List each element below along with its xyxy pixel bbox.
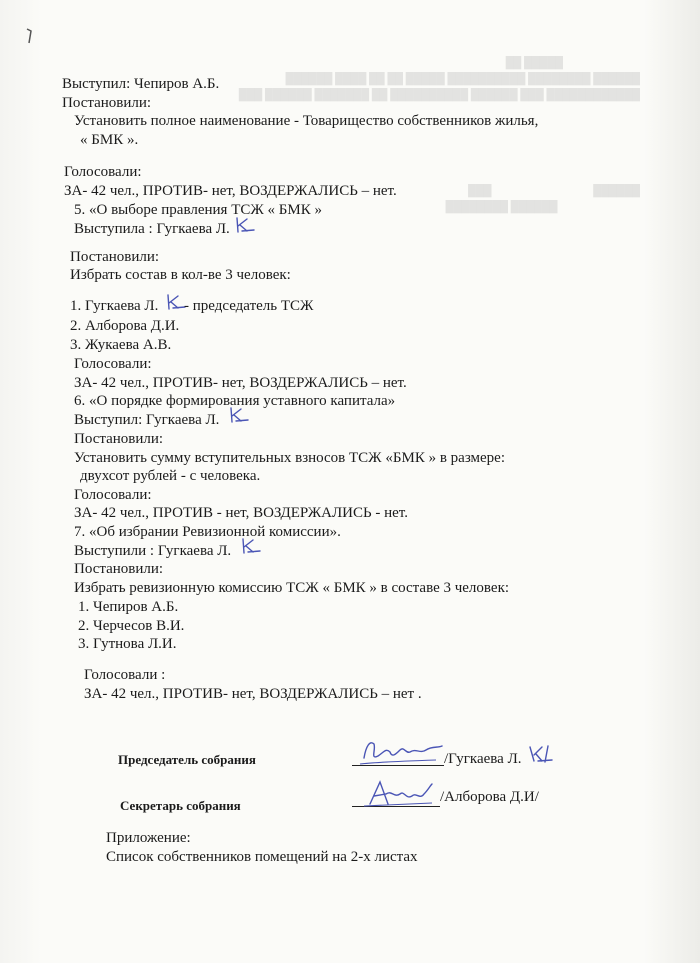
handwritten-initial-mark: [228, 405, 250, 425]
resolved-label: Постановили:: [74, 431, 164, 447]
resolution-text: Установить полное наименование - Товарищество собственников жилья,: [74, 113, 539, 129]
voted-label: Голосовали:: [74, 356, 152, 372]
board-member-2: 2. Алборова Д.И.: [70, 318, 180, 334]
vote-result: ЗА- 42 чел., ПРОТИВ- нет, ВОЗДЕРЖАЛИСЬ – нет.: [74, 375, 407, 391]
show-through-texture: █████ ██ ██████ ████████ ██████████ █████ ██ ██ ████ ██████ ████████████ ███ ██████ ██████████ ██ ███████ ██████ ███ ██████ ███ ██████ ████████: [238, 57, 640, 213]
resolution-text: Избрать состав в кол-ве 3 человек:: [70, 267, 291, 283]
handwritten-initial-mark: [234, 215, 256, 235]
speaker-line: Выступила : Гугкаева Л.: [74, 221, 230, 237]
secretary-signature-image: [360, 776, 436, 812]
resolved-label: Постановили:: [62, 95, 152, 111]
board-member-1-role: - председатель ТСЖ: [184, 298, 314, 314]
resolved-label: Постановили:: [74, 561, 164, 577]
handwritten-initial-mark: [240, 536, 262, 556]
resolution-text-cont: « БМК ».: [80, 132, 139, 148]
speaker-line: Выступил: Чепиров А.Б.: [62, 76, 220, 92]
voted-label: Голосовали:: [64, 164, 142, 180]
agenda-item-7: 7. «Об избрании Ревизионной комиссии».: [74, 524, 341, 540]
appendix-title: Приложение:: [106, 830, 191, 846]
board-member-3: 3. Жукаева А.В.: [70, 337, 172, 353]
vote-result: ЗА- 42 чел., ПРОТИВ- нет, ВОЗДЕРЖАЛИСЬ – нет .: [84, 686, 422, 702]
agenda-item-6: 6. «О порядке формирования уставного капитала»: [74, 393, 396, 409]
board-member-1: 1. Гугкаева Л.: [70, 298, 159, 314]
chair-name: /Гугкаева Л.: [444, 751, 522, 767]
appendix-text: Список собственников помещений на 2-х листах: [106, 849, 418, 865]
audit-member-2: 2. Черчесов В.И.: [78, 618, 185, 634]
resolved-label: Постановили:: [70, 249, 160, 265]
agenda-item-5: 5. «О выборе правления ТСЖ « БМК »: [74, 202, 323, 218]
staple-mark-icon: [24, 28, 34, 44]
handwritten-initial-mark: [528, 743, 554, 765]
secretary-name: /Алборова Д.И/: [440, 789, 539, 805]
resolution-text: Установить сумму вступительных взносов ТСЖ «БМК » в размере:: [74, 450, 506, 466]
vote-result: ЗА- 42 чел., ПРОТИВ- нет, ВОЗДЕРЖАЛИСЬ – нет.: [64, 183, 397, 199]
vote-result: ЗА- 42 чел., ПРОТИВ - нет, ВОЗДЕРЖАЛИСЬ - нет.: [74, 505, 408, 521]
chair-signature-image: [356, 734, 446, 770]
chair-label: Председатель собрания: [118, 752, 256, 767]
speaker-line: Выступил: Гугкаева Л.: [74, 412, 220, 428]
audit-member-3: 3. Гутнова Л.И.: [78, 636, 177, 652]
audit-member-1: 1. Чепиров А.Б.: [78, 599, 179, 615]
secretary-label: Секретарь собрания: [120, 798, 241, 813]
voted-label: Голосовали :: [84, 667, 166, 683]
resolution-text: Избрать ревизионную комиссию ТСЖ « БМК » в составе 3 человек:: [74, 580, 510, 596]
speaker-line: Выступили : Гугкаева Л.: [74, 543, 232, 559]
voted-label: Голосовали:: [74, 487, 152, 503]
resolution-text-cont: двухсот рублей - с человека.: [80, 468, 261, 484]
